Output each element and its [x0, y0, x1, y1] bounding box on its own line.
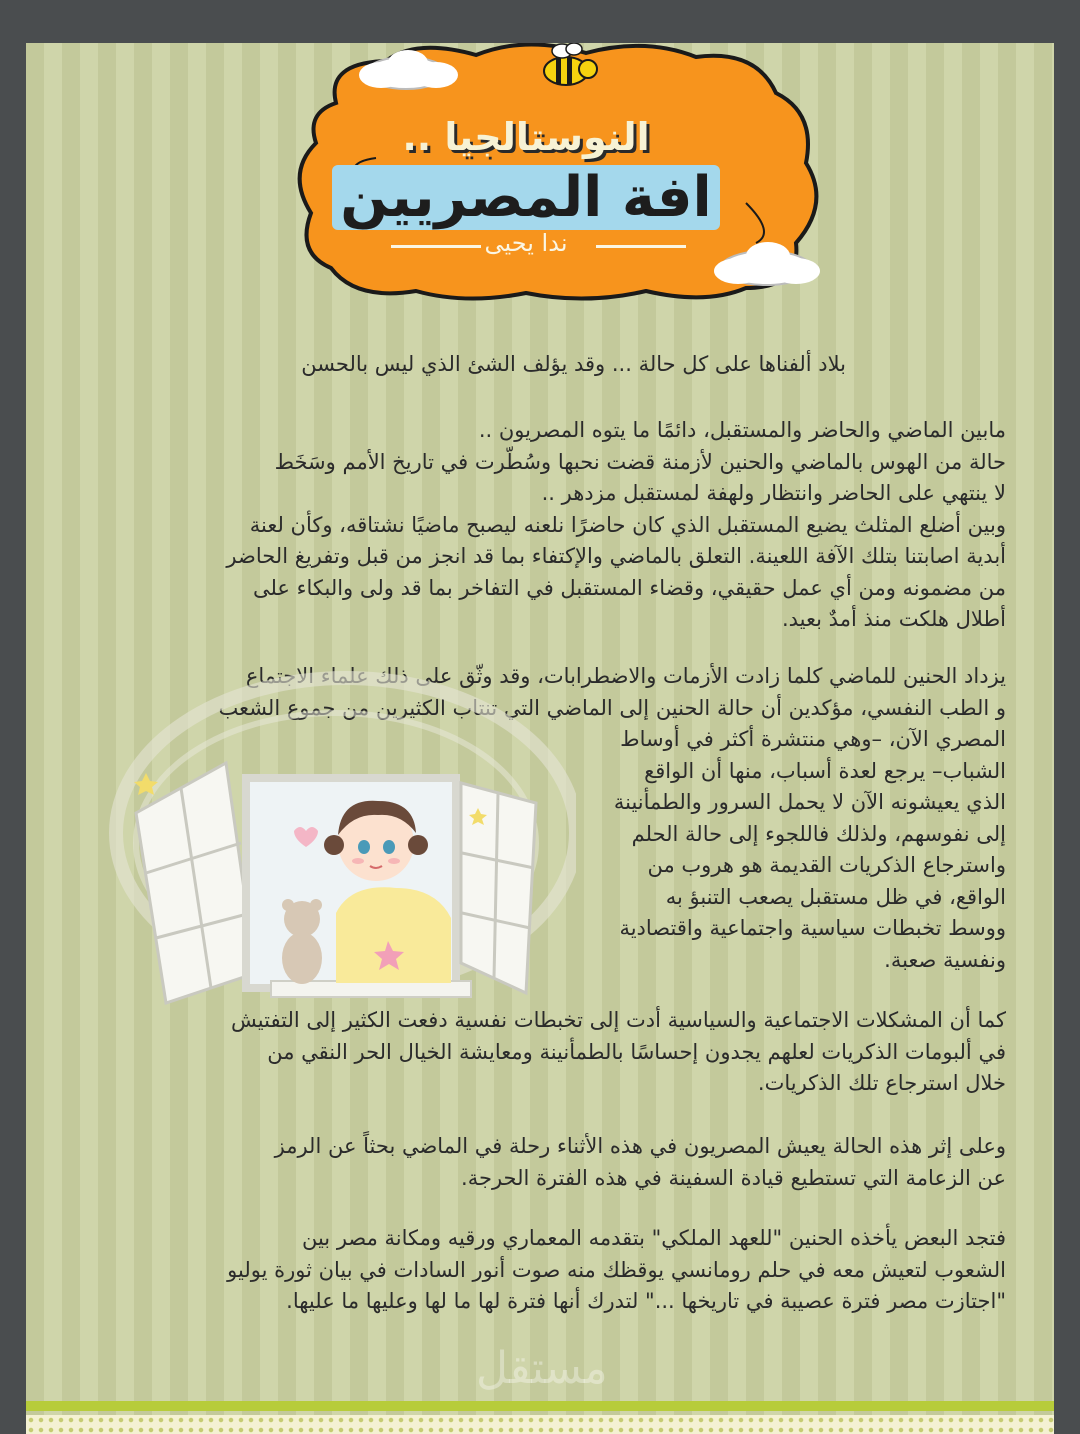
intro-verse: بلاد ألفناها على كل حالة ... وقد يؤلف الشئ الذي ليس بالحسن [301, 352, 846, 376]
paragraph-line: ونفسية صعبة. [884, 947, 1006, 972]
paragraph-line: واسترجاع الذكريات القديمة هو هروب من [647, 853, 1006, 877]
paragraph-line: خلال استرجاع تلك الذكريات. [757, 1071, 1006, 1095]
paragraph-line: ووسط تخبطات سياسية واجتماعية واقتصادية [619, 916, 1006, 940]
title-banner [276, 43, 836, 313]
bee-icon [544, 43, 597, 85]
paragraph-line: المصري الآن، –وهي منتشرة أكثر في أوساط [620, 727, 1006, 751]
paragraph-line: إلى نفوسهم، ولذلك فاللجوء إلى حالة الحلم [631, 821, 1006, 846]
paragraph-line: يزداد الحنين للماضي كلما زادت الأزمات والاضطرابات، وقد وثّق على ذلك علماء الاجتماع [245, 664, 1006, 688]
title-highlight: افة المصريين [332, 165, 719, 230]
magazine-page [26, 43, 1054, 1434]
girl-window-illustration [106, 663, 576, 1023]
paragraph-1 [78, 415, 1006, 636]
footer-pattern [26, 1415, 1054, 1434]
paragraph-2-wrapped [540, 724, 1006, 976]
paragraph-line: من مضمونه ومن أي عمل حقيقي، وقضاء المستقبل في التفاخر بما قد ولى والبكاء على [252, 575, 1006, 600]
paragraph-3 [78, 1005, 1006, 1100]
paragraph-line: لا ينتهي على الحاضر وانتظار ولهفة لمستقبل مزدهر .. [541, 481, 1006, 505]
paragraph-5 [78, 1223, 1006, 1318]
window-shutter-left [136, 763, 256, 1003]
paragraph-line: "اجتازت مصر فترة عصيبة في تاريخها ..." لتدرك أنها فترة لها ما لها وعليها ما عليها. [286, 1289, 1006, 1313]
paragraph-line: أطلال هلكت منذ أمدٌ بعيد. [781, 607, 1006, 631]
title-line-1: النوستالجيا .. [402, 115, 650, 159]
author-name: ندا يحيى [484, 229, 568, 257]
footer-bar [26, 1401, 1054, 1411]
title-line-2 [306, 165, 746, 230]
watermark: مستقل [476, 1343, 608, 1394]
paragraph-line: وعلى إثر هذه الحالة يعيش المصريون في هذه الأثناء رحلة في الماضي بحثاً عن الرمز [274, 1134, 1006, 1158]
paragraph-line: و الطب النفسي، مؤكدين أن حالة الحنين إلى الماضي التي تنتاب الكثيرين من جموع الشعب [218, 695, 1006, 720]
paragraph-line: الذي يعيشونه الآن لا يحمل السرور والطمأنينة [613, 790, 1006, 814]
paragraph-line: مابين الماضي والحاضر والمستقبل، دائمًا ما يتوه المصريون .. [478, 418, 1006, 442]
paragraph-line: في ألبومات الذكريات لعلهم يجدون إحساسًا بالطمأنينة ومعايشة الخيال الحر النقي من [267, 1039, 1006, 1064]
paragraph-line: الشعوب لتعيش معه في حلم رومانسي يوقظك منه صوت أنور السادات في بيان ثورة يوليو [227, 1257, 1006, 1282]
paragraph-line: كما أن المشكلات الاجتماعية والسياسية أدت إلى تخبطات نفسية دفعت الكثير إلى التفتيش [231, 1008, 1006, 1032]
paragraph-line: الواقع، في ظل مستقبل يصعب التنبؤ به [665, 884, 1006, 909]
paragraph-line: الشباب– يرجع لعدة أسباب، منها أن الواقع [644, 758, 1006, 783]
paragraph-line: عن الزعامة التي تستطيع قيادة السفينة في هذه الفترة الحرجة. [461, 1165, 1006, 1190]
paragraph-4 [78, 1131, 1006, 1194]
paragraph-line: أبدية اصابتنا بتلك الآفة اللعينة. التعلق بالماضي والإكتفاء بما قد انجز من قبل وتفريغ الحاضر [226, 544, 1006, 568]
paragraph-line: حالة من الهوس بالماضي والحنين لأزمنة قضت نحبها وسُطّرت في تاريخ الأمم وسَخَط [274, 449, 1006, 474]
paragraph-line: فتجد البعض يأخذه الحنين "للعهد الملكي" بتقدمه المعماري ورقيه ومكانة مصر بين [301, 1226, 1006, 1250]
paragraph-line: وبين أضلع المثلث يضيع المستقبل الذي كان حاضرًا نلعنه ليصبح ماضيًا نشتاقه، وكأن لعنة [249, 512, 1006, 537]
teddy-bear-icon [282, 899, 322, 984]
